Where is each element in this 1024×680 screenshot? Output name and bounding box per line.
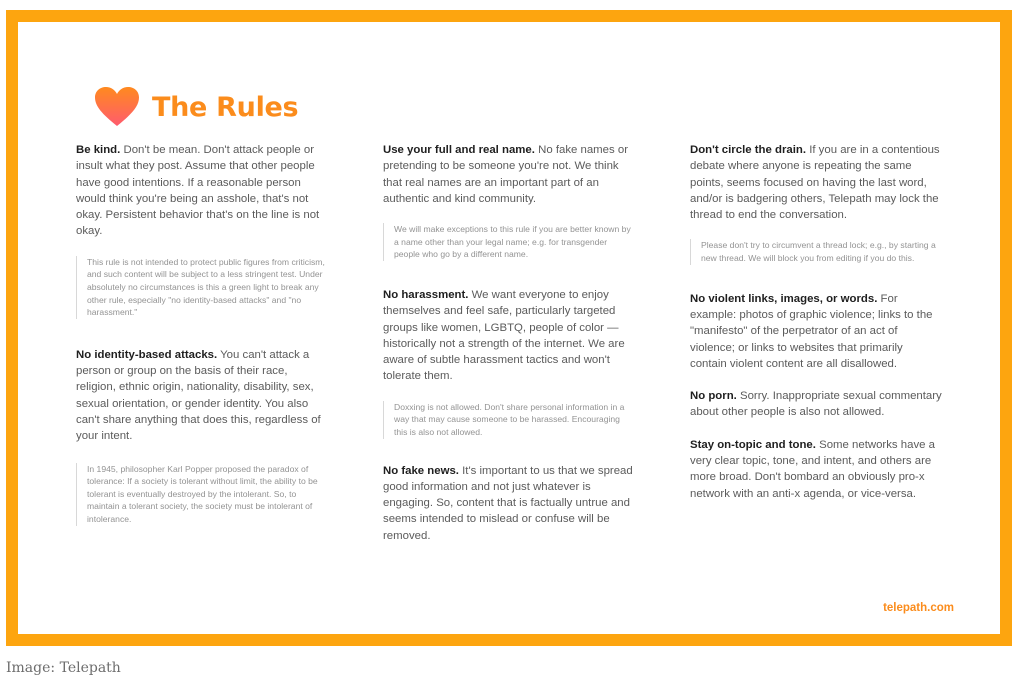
- rule-real-name: [383, 142, 635, 207]
- rule-be-kind: [76, 142, 328, 240]
- rule-no-harassment: [383, 287, 635, 385]
- rule-body: Don't be mean. Don't attack people or insult what they post. Assume that other people have good intentions. If a reasonable person would think you're being an asshole, that's not okay. Persistent behavior that's on the line is not okay.: [76, 144, 320, 238]
- rule-no-fake-news: [383, 463, 635, 544]
- rules-column-1: [76, 132, 328, 526]
- rule-note: This rule is not intended to protect public figures from criticism, and such content will be subject to a less stringent test. Under absolutely no circumstances is this a green light to break any other rule, especially "no identity-based attacks" and "no harassment.": [76, 256, 328, 319]
- rule-title: No violent links, images, or words.: [690, 292, 878, 305]
- rule-note: Please don't try to circumvent a thread lock; e.g., by starting a new thread. We will block you from editing if you do this.: [690, 239, 942, 264]
- rule-note: Doxxing is not allowed. Don't share personal information in a way that may cause someone to be harassed. Encouraging this is also not allowed.: [383, 401, 635, 439]
- rule-body: If you are in a contentious debate where anyone is repeating the same points, seems focused on having the last word, and/or is badgering others, Telepath may lock the thread to end the conversation.: [690, 144, 940, 222]
- rule-title: Use your full and real name.: [383, 144, 535, 156]
- rule-title: No harassment.: [383, 288, 469, 301]
- rule-body: Sorry. Inappropriate sexual commentary about other people is also not allowed.: [690, 390, 942, 419]
- rule-no-porn: [690, 388, 942, 421]
- rule-body: No fake names or pretending to be someone you're not. We think that real names are an important part of an authentic and kind community.: [383, 144, 628, 205]
- heart-icon: [94, 86, 140, 128]
- rule-title: No fake news.: [383, 464, 459, 477]
- site-url: telepath.com: [883, 602, 954, 614]
- rule-no-violence: [690, 291, 942, 372]
- rule-body: It's important to us that we spread good information and not just whatever is engaging. So, content that is factually untrue and seems intended to mislead or confuse will be removed.: [383, 464, 633, 542]
- rule-body: We want everyone to enjoy themselves and feel safe, particularly targeted groups like women, LGBTQ, people of color — historically not a strength of the internet. We are aware of subtle harassment tactics and won't tolerate them.: [383, 288, 625, 383]
- page-title: The Rules: [152, 91, 299, 123]
- rules-column-2: [383, 132, 635, 544]
- rule-dont-circle-drain: [690, 142, 942, 223]
- rules-column-3: [690, 132, 942, 502]
- rule-note: We will make exceptions to this rule if you are better known by a name other than your legal name; e.g. for transgender people who go by a different name.: [383, 223, 635, 261]
- rule-title: Stay on-topic and tone.: [690, 438, 816, 451]
- rule-title: No identity-based attacks.: [76, 348, 218, 361]
- image-caption: Image: Telepath: [6, 660, 121, 676]
- rules-header: [94, 86, 298, 128]
- rule-body: Some networks have a very clear topic, tone, and intent, and others are more broad. Don't bombard an obviously pro-x network with an anti-x agenda, or vice-versa.: [690, 438, 935, 500]
- rule-on-topic: [690, 437, 942, 502]
- rule-title: Don't circle the drain.: [690, 144, 807, 156]
- rule-title: No porn.: [690, 390, 737, 403]
- rule-no-identity-attacks: [76, 347, 328, 445]
- rule-body: For example: photos of graphic violence; links to the "manifesto" of the perpetrator of an act of violence; or links to websites that primarily contain violent content are all disallowed.: [690, 292, 933, 370]
- rule-note: In 1945, philosopher Karl Popper proposed the paradox of tolerance: If a society is tolerant without limit, the ability to be tolerant is eventually destroyed by the intolerant. So, to maintain a tolerant society, the society must be intolerant of intolerance.: [76, 463, 328, 526]
- rule-body: You can't attack a person or group on the basis of their race, religion, ethnic origin, nationality, disability, sex, sexual orientation, or gender identity. You also can't share anything that does this, regardless of your intent.: [76, 348, 321, 443]
- rule-title: Be kind.: [76, 144, 121, 156]
